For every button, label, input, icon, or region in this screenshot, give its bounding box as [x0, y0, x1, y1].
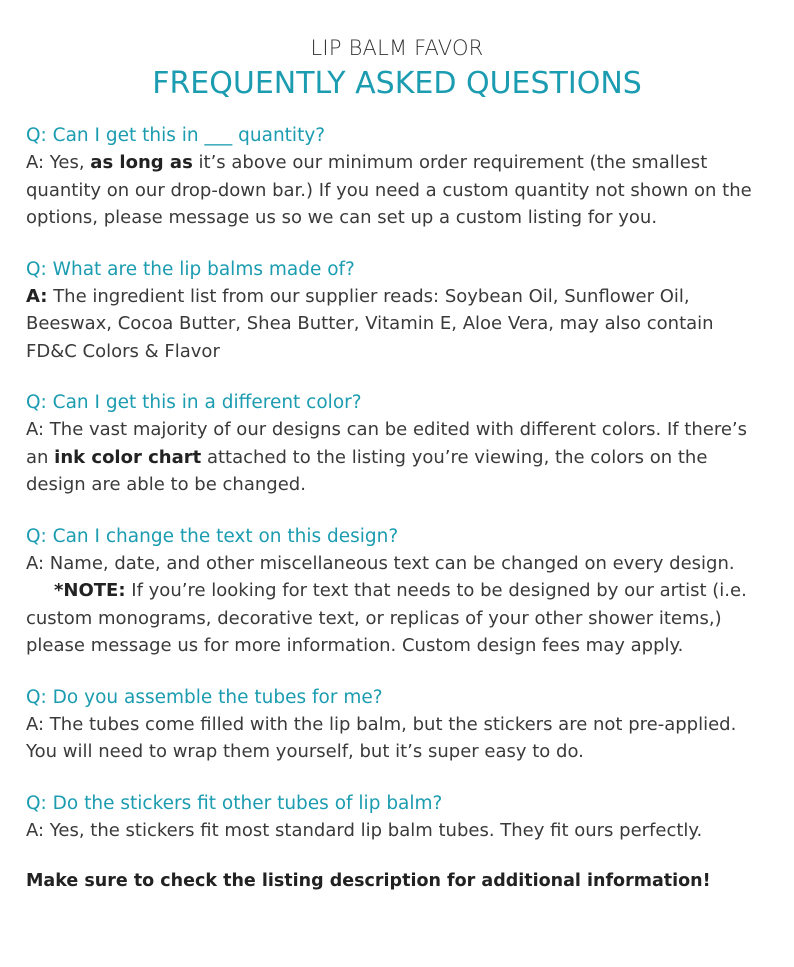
faq-item-assembly	[26, 684, 768, 766]
answer-label: A:	[26, 419, 45, 440]
answer-text: Name, date, and other miscellaneous text can be changed on every design.	[44, 552, 735, 574]
answer-label: A:	[26, 713, 45, 735]
faq-item-quantity	[26, 122, 768, 232]
answer-emphasis: as long as	[90, 152, 193, 173]
question: Q: Can I change the text on this design?	[26, 525, 399, 547]
question: Q: What are the lip balms made of?	[26, 258, 355, 280]
faq-item-fit	[26, 790, 768, 845]
answer	[26, 550, 768, 660]
footer-note: Make sure to check the listing description for additional information!	[26, 871, 711, 891]
faq-item-ingredients	[26, 256, 768, 366]
answer	[26, 149, 768, 232]
answer-label: A:	[26, 152, 45, 173]
page-title: FREQUENTLY ASKED QUESTIONS	[152, 66, 642, 101]
page-subtitle: LIP BALM FAVOR	[310, 36, 484, 60]
answer-text: Yes,	[44, 152, 91, 173]
answer-label: A:	[26, 819, 45, 841]
question: Q: Can I get this in a different color?	[26, 392, 362, 413]
answer-text: it’s above our minimum order requirement (the smallest quantity on our drop-down bar.) If you need a custom quantity not shown on the options, please message us so we can set up a custom listing for you.	[26, 152, 752, 228]
answer-text: attached to the listing you’re viewing, the colors on the design are able to be changed.	[26, 446, 708, 495]
answer-emphasis: ink color chart	[54, 446, 202, 468]
answer	[26, 416, 768, 499]
question: Q: Can I get this in ___ quantity?	[26, 125, 326, 146]
faq-item-text	[26, 523, 768, 660]
answer-text: The vast majority of our designs can be edited with different colors. If there’s an	[26, 419, 748, 468]
note-label: *NOTE:	[54, 580, 126, 601]
answer-text: The tubes come filled with the lip balm, but the stickers are not pre-applied. You will need to wrap them yourself, but it’s super easy to do.	[26, 713, 737, 762]
answer-label: A:	[26, 285, 48, 307]
answer	[26, 711, 768, 766]
answer-text: The ingredient list from our supplier reads: Soybean Oil, Sunflower Oil, Beeswax, Cocoa Butter, Shea Butter, Vitamin E, Aloe Vera, may also contain FD&C Colors & Flavor	[26, 285, 714, 362]
question: Q: Do the stickers fit other tubes of lip balm?	[26, 792, 443, 814]
faq-item-color	[26, 389, 768, 499]
header	[26, 0, 768, 104]
note-text: If you’re looking for text that needs to be designed by our artist (i.e. custom monograms, decorative text, or replicas of your other shower items,) please message us for more information. Custom design fees may apply.	[26, 580, 747, 656]
note	[26, 580, 126, 601]
question: Q: Do you assemble the tubes for me?	[26, 686, 383, 708]
faq-list	[26, 122, 768, 844]
answer	[26, 283, 768, 366]
answer-text: Yes, the stickers fit most standard lip balm tubes. They fit ours perfectly.	[44, 819, 703, 841]
answer	[26, 817, 768, 845]
answer-label: A:	[26, 552, 45, 574]
